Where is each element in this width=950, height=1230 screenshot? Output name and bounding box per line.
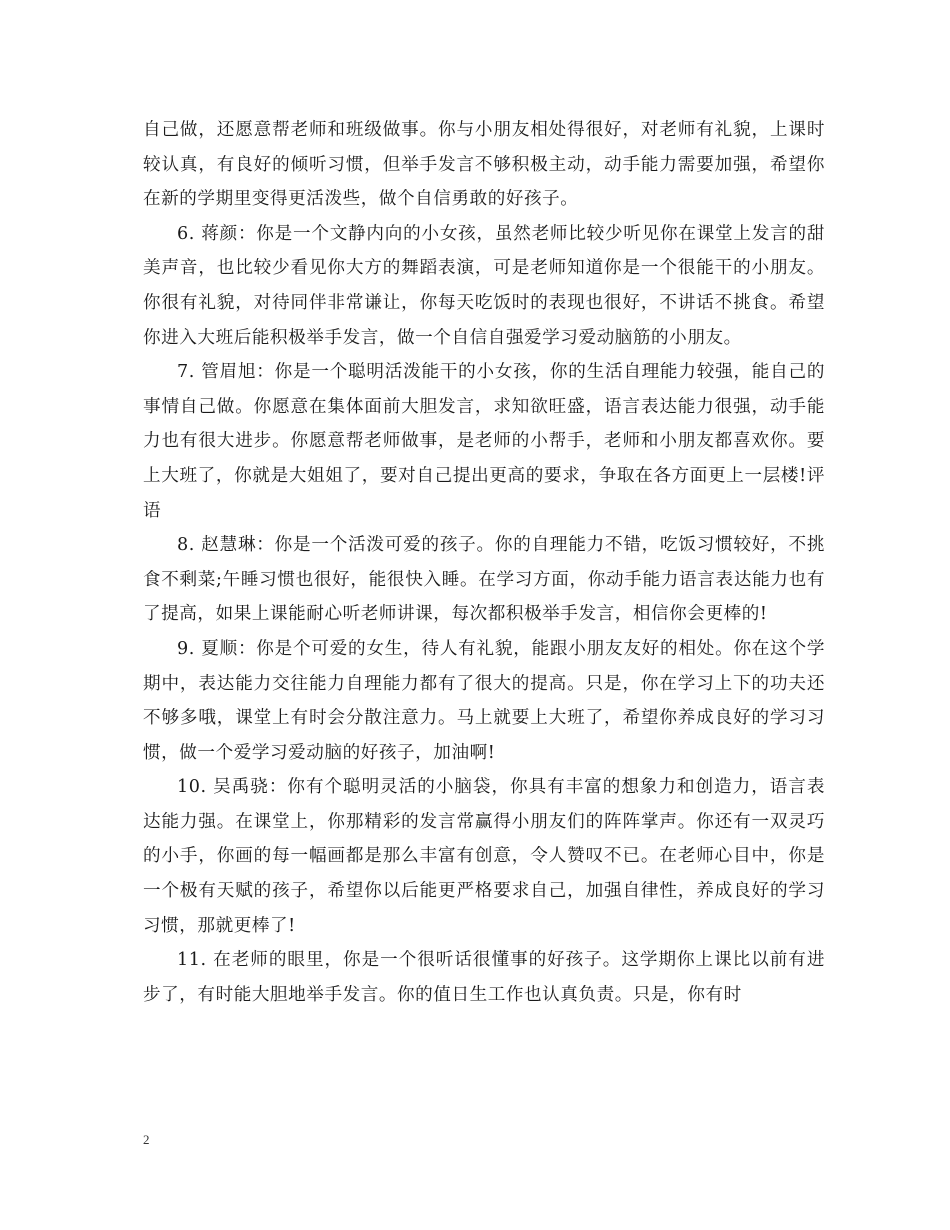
- paragraph-7: 7. 管眉旭：你是一个聪明活泼能干的小女孩，你的生活自理能力较强，能自己的事情自己做。你愿意在集体面前大胆发言，求知欲旺盛，语言表达能力很强，动手能力也有很大进步。你愿意帮老师做事，是老师的小帮手，老师和小朋友都喜欢你。要上大班了，你就是大姐姐了，要对自己提出更高的要求，争取在各方面更上一层楼!评语: [143, 362, 825, 521]
- paragraph-9: 9. 夏顺：你是个可爱的女生，待人有礼貌，能跟小朋友友好的相处。你在这个学期中，表达能力交往能力自理能力都有了很大的提高。只是，你在学习上下的功夫还不够多哦，课堂上有时会分散注意力。马上就要上大班了，希望你养成良好的学习习惯，做一个爱学习爱动脑的好孩子，加油啊!: [143, 638, 825, 763]
- page-number: 2: [143, 1132, 150, 1147]
- paragraph-6: 6. 蒋颜：你是一个文静内向的小女孩，虽然老师比较少听见你在课堂上发言的甜美声音，也比较少看见你大方的舞蹈表演，可是老师知道你是一个很能干的小朋友。你很有礼貌，对待同伴非常谦让，你每天吃饭时的表现也很好，不讲话不挑食。希望你进入大班后能积极举手发言，做一个自信自强爱学习爱动脑筋的小朋友。: [143, 223, 825, 348]
- paragraph-8: 8. 赵慧琳：你是一个活泼可爱的孩子。你的自理能力不错，吃饭习惯较好，不挑食不剩菜;午睡习惯也很好，能很快入睡。在学习方面，你动手能力语言表达能力也有了提高，如果上课能耐心听老师讲课，每次都积极举手发言，相信你会更棒的!: [143, 535, 825, 625]
- paragraph-continued: 自己做，还愿意帮老师和班级做事。你与小朋友相处得很好，对老师有礼貌，上课时较认真，有良好的倾听习惯，但举手发言不够积极主动，动手能力需要加强，希望你在新的学期里变得更活泼些，做个自信勇敢的好孩子。: [143, 120, 825, 210]
- document-body: [143, 113, 825, 1012]
- paragraph-10: 10. 吴禹骁：你有个聪明灵活的小脑袋，你具有丰富的想象力和创造力，语言表达能力强。在课堂上，你那精彩的发言常赢得小朋友们的阵阵掌声。你还有一双灵巧的小手，你画的每一幅画都是那么丰富有创意，令人赞叹不已。在老师心目中，你是一个极有天赋的孩子，希望你以后能更严格要求自己，加强自律性，养成良好的学习习惯，那就更棒了!: [143, 777, 825, 936]
- paragraph-11: 11. 在老师的眼里，你是一个很听话很懂事的好孩子。这学期你上课比以前有进步了，有时能大胆地举手发言。你的值日生工作也认真负责。只是，你有时: [143, 950, 825, 1005]
